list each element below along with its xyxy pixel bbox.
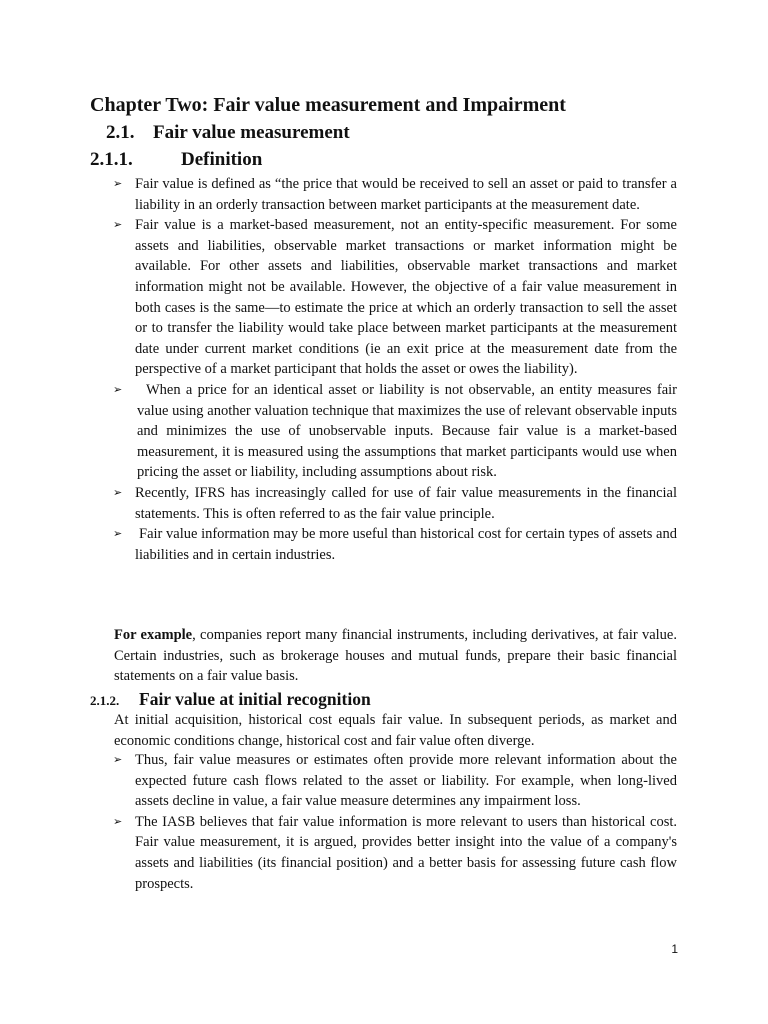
list-item (112, 215, 677, 380)
arrow-bullet-icon: ➢ (113, 527, 123, 541)
list-item (112, 483, 677, 524)
subsection-title: Fair value at initial recognition (139, 689, 371, 709)
example-text: , companies report many financial instruments, including derivatives, at fair value. Certain industries, such as brokerage houses and mutual funds, prepare their basic financial statements on a fair value basis. (114, 627, 677, 685)
list-item (112, 524, 677, 565)
arrow-bullet-icon: ➢ (113, 177, 123, 190)
arrow-bullet-icon: ➢ (113, 814, 123, 828)
bullet-text: The IASB believes that fair value information is more relevant to users than historical cost. Fair value measurement, it is argued, provides better insight into the value of a company's assets and liabilities (its financial position) and a better basis for assessing future cash flow prospects. (135, 813, 677, 892)
section-number: 2.1. (106, 122, 135, 143)
list-item (112, 812, 677, 894)
bullet-text: Fair value information may be more useful than historical cost for certain types of assets and liabilities and in certain industries. (135, 526, 677, 563)
page-number: 1 (671, 942, 678, 956)
section-title: Fair value measurement (153, 122, 350, 143)
bullet-text: When a price for an identical asset or liability is not observable, an entity measures fair value using another valuation technique that maximizes the use of relevant observable inputs and minimizes the use of unobservable inputs. Because fair value is a market-based measurement, it is measured using the assumptions that market participants would use when pricing the asset or liability, including assumptions about risk. (137, 381, 677, 481)
bullet-text: Thus, fair value measures or estimates often provide more relevant information about the expected future cash flows related to the asset or liability. For example, when long-lived assets decline in value, a fair value measure determines any impairment loss. (135, 752, 677, 810)
section-heading (106, 121, 350, 145)
example-lead: For example (114, 627, 193, 643)
subsection-heading-definition (90, 148, 262, 172)
bullet-text: Recently, IFRS has increasingly called for use of fair value measurements in the financial statements. This is often referred to as the fair value principle. (135, 484, 677, 522)
initial-recognition-bullet-list (112, 750, 677, 894)
list-item (112, 174, 677, 215)
chapter-title: Chapter Two: Fair value measurement and Impairment (90, 94, 566, 116)
bullet-text: Fair value is a market-based measurement, not an entity-specific measurement. For some assets and liabilities, observable market transactions or market information might be available. For other assets and liabilities, observable market transactions and market information might not be available. However, the objective of a fair value measurement in both cases is the same—to estimate the price at which an orderly transaction to sell the asset or to transfer the liability would take place between market participants at the measurement date under current market conditions (ie an exit price at the measurement date from the perspective of a market participant that holds the asset or owes the liability). (135, 217, 677, 378)
bullet-text: Fair value is defined as “the price that would be received to sell an asset or paid to transfer a liability in an orderly transaction between market participants at the measurement date. (135, 176, 677, 213)
arrow-bullet-icon: ➢ (113, 382, 123, 396)
definition-bullet-list (112, 174, 677, 565)
arrow-bullet-icon: ➢ (113, 218, 123, 232)
subsection-title: Definition (181, 149, 263, 170)
example-paragraph (114, 625, 677, 687)
list-item (112, 380, 677, 483)
arrow-bullet-icon: ➢ (113, 753, 123, 766)
initial-recognition-paragraph: At initial acquisition, historical cost equals fair value. In subsequent periods, as market and economic conditions change, historical cost and fair value often diverge. (114, 712, 677, 749)
subsection-number: 2.1.2. (90, 693, 120, 708)
list-item (112, 750, 677, 812)
subsection-number: 2.1.1. (90, 149, 133, 170)
arrow-bullet-icon: ➢ (113, 485, 123, 499)
